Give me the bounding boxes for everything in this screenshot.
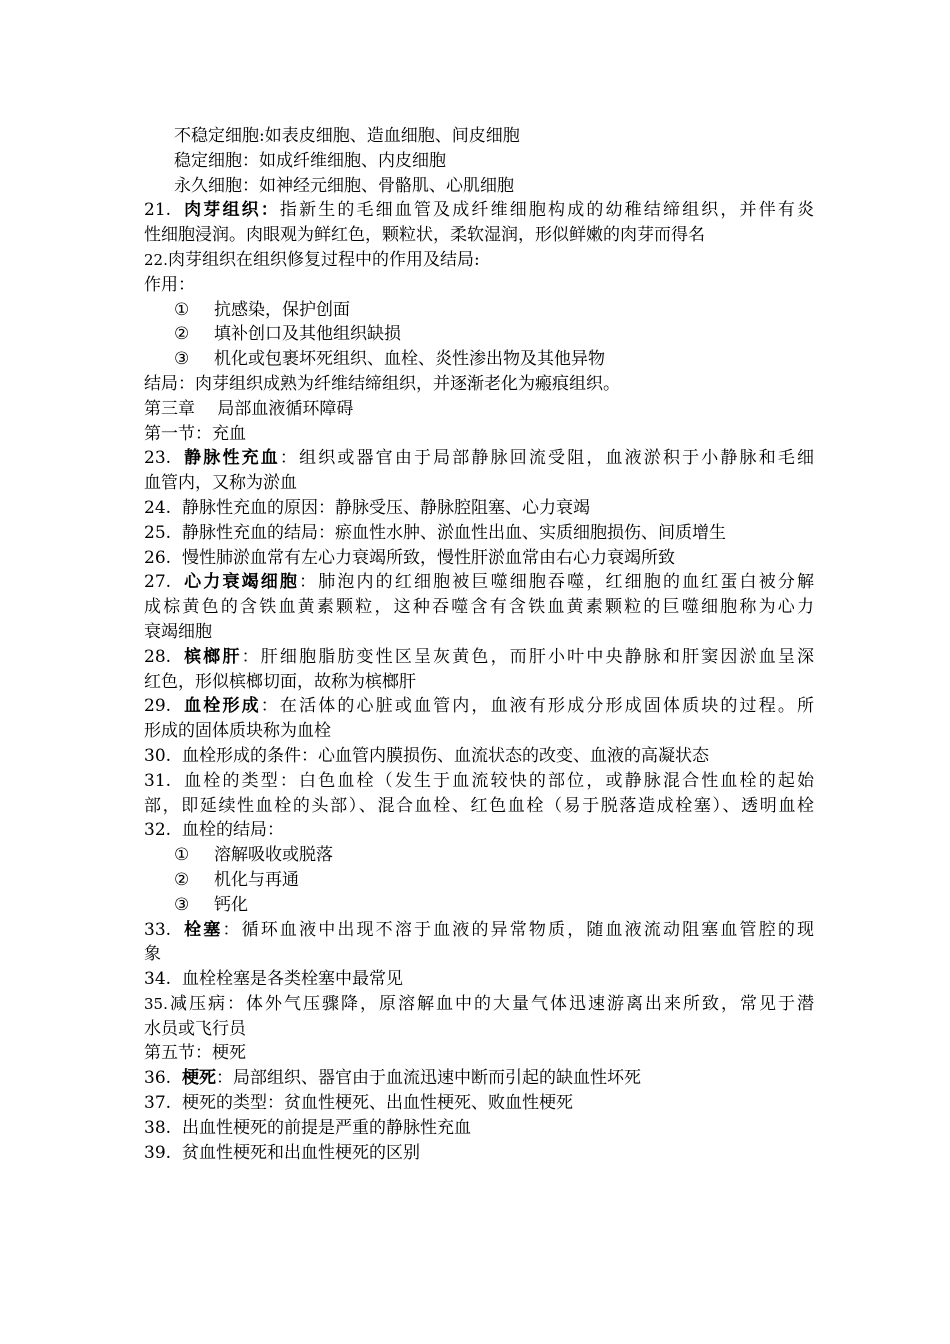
term: 槟榔肝 (182, 646, 242, 667)
item-text: 血栓的结局： (182, 820, 284, 841)
list-item-33 (144, 918, 814, 943)
list-item-29 (144, 694, 814, 719)
circled-number: ③ (174, 349, 190, 370)
item-text: 溶解吸收或脱落 (214, 845, 333, 866)
text-line: 不稳定细胞:如表皮细胞、造血细胞、间皮细胞 (174, 126, 520, 146)
item-number: 39. (144, 1142, 172, 1163)
text-line: 成棕黄色的含铁血黄素颗粒，这种吞噬含有含铁血黄素颗粒的巨噬细胞称为心力 (144, 597, 814, 618)
item-number: 31. (144, 770, 172, 791)
term: 梗死 (182, 1068, 216, 1089)
chapter-heading: 第三章 局部血液循环障碍 (144, 398, 354, 419)
list-item-32 (144, 818, 814, 843)
circled-number: ① (174, 299, 190, 320)
text-line: 血管内，又称为淤血 (144, 473, 297, 494)
list-item-22 (144, 248, 814, 273)
list-item-28 (144, 645, 814, 670)
item-number: 23. (144, 448, 172, 469)
list-item-34 (144, 967, 814, 992)
term: 静脉性充血 (182, 448, 280, 469)
item-number: 25. (144, 522, 172, 543)
sub-item (144, 347, 814, 372)
item-number: 35. (144, 994, 168, 1013)
item-number: 29. (144, 696, 172, 717)
item-number: 33. (144, 919, 172, 940)
list-item-27 (144, 570, 814, 595)
item-text: 减压病：体外气压骤降，原溶解血中的大量气体迅速游离出来所致，常见于潜 (168, 993, 814, 1014)
item-number: 37. (144, 1093, 172, 1114)
list-item-26 (144, 546, 814, 571)
term: 肉芽组织： (182, 200, 280, 221)
list-item-38 (144, 1116, 814, 1141)
item-number: 22. (144, 250, 168, 269)
item-text: 抗感染，保护创面 (214, 299, 350, 320)
definition: 指新生的毛细血管及成纤维细胞构成的幼稚结缔组织，并伴有炎 (279, 200, 814, 221)
item-number: 27. (144, 572, 172, 593)
definition: ：肝细胞脂肪变性区呈灰黄色，而肝小叶中央静脉和肝窦因淤血呈深 (241, 646, 814, 667)
text-line: 部，即延续性血栓的头部）、混合血栓、红色血栓（易于脱落造成栓塞）、透明血栓 (144, 795, 814, 816)
sub-item (144, 298, 814, 323)
circled-number: ① (174, 845, 190, 866)
definition: ：循环血液中出现不溶于血液的异常物质，随血液流动阻塞血管腔的现 (222, 919, 814, 940)
text-line: 稳定细胞：如成纤维细胞、内皮细胞 (174, 150, 446, 171)
definition: ：组织或器官由于局部静脉回流受阻，血液淤积于小静脉和毛细 (279, 448, 814, 469)
item-number: 34. (144, 969, 172, 990)
sub-item (144, 322, 814, 347)
list-item-21 (144, 198, 814, 223)
item-number: 21. (144, 200, 172, 221)
list-item-30 (144, 744, 814, 769)
text-line: 水员或飞行员 (144, 1018, 246, 1039)
sub-item (144, 868, 814, 893)
list-item-31 (144, 769, 814, 794)
term: 栓塞 (182, 919, 223, 940)
list-item-25 (144, 521, 814, 546)
item-number: 24. (144, 497, 172, 518)
item-text: 梗死的类型：贫血性梗死、出血性梗死、败血性梗死 (182, 1093, 573, 1114)
section-heading: 第一节：充血 (144, 423, 246, 444)
definition: ：肺泡内的红细胞被巨噬细胞吞噬，红细胞的血红蛋白被分解 (299, 572, 814, 593)
text-line: 永久细胞：如神经元细胞、骨骼肌、心肌细胞 (174, 175, 514, 196)
text-line: 作用： (144, 274, 195, 295)
text-line: 形成的固体质块称为血栓 (144, 721, 331, 742)
item-number: 30. (144, 745, 172, 766)
circled-number: ② (174, 869, 190, 890)
list-item-23 (144, 446, 814, 471)
list-item-39 (144, 1141, 814, 1166)
definition: ：局部组织、器官由于血流迅速中断而引起的缺血性坏死 (216, 1068, 641, 1089)
circled-number: ② (174, 324, 190, 345)
text-line: 象 (144, 944, 161, 965)
circled-number: ③ (174, 894, 190, 915)
item-text: 贫血性梗死和出血性梗死的区别 (182, 1142, 420, 1163)
item-text: 血栓的类型：白色血栓（发生于血流较快的部位，或静脉混合性血栓的起始 (182, 770, 814, 791)
term: 血栓形成 (182, 696, 261, 717)
item-number: 26. (144, 547, 172, 568)
sub-item (144, 843, 814, 868)
section-heading: 第五节：梗死 (144, 1043, 246, 1064)
item-text: 钙化 (214, 894, 248, 915)
item-text: 静脉性充血的结局：瘀血性水肿、淤血性出血、实质细胞损伤、间质增生 (182, 522, 726, 543)
definition: ：在活体的心脏或血管内，血液有形成分形成固体质块的过程。所 (260, 696, 814, 717)
item-number: 36. (144, 1068, 172, 1089)
item-number: 28. (144, 646, 172, 667)
item-text: 出血性梗死的前提是严重的静脉性充血 (182, 1117, 471, 1138)
list-item-24 (144, 496, 814, 521)
item-text: 血栓形成的条件：心血管内膜损伤、血流状态的改变、血液的高凝状态 (182, 745, 709, 766)
item-number: 38. (144, 1117, 172, 1138)
item-text: 血栓栓塞是各类栓塞中最常见 (182, 969, 403, 990)
item-text: 机化或包裹坏死组织、血栓、炎性渗出物及其他异物 (214, 349, 605, 370)
sub-item (144, 893, 814, 918)
list-item-35 (144, 992, 814, 1017)
item-text: 填补创口及其他组织缺损 (214, 324, 401, 345)
item-number: 32. (144, 820, 172, 841)
document-page (144, 124, 814, 1165)
item-text: 机化与再通 (214, 869, 299, 890)
item-text: 静脉性充血的原因：静脉受压、静脉腔阻塞、心力衰竭 (182, 497, 590, 518)
list-item-36 (144, 1066, 814, 1091)
text-line: 衰竭细胞 (144, 621, 212, 642)
term: 心力衰竭细胞 (182, 572, 300, 593)
text-line: 结局：肉芽组织成熟为纤维结缔组织，并逐渐老化为瘢痕组织。 (144, 373, 620, 394)
list-item-37 (144, 1091, 814, 1116)
text-line: 红色，形似槟榔切面，故称为槟榔肝 (144, 671, 416, 692)
text-line: 性细胞浸润。肉眼观为鲜红色，颗粒状，柔软湿润，形似鲜嫩的肉芽而得名 (144, 225, 705, 246)
item-text: 慢性肺淤血常有左心力衰竭所致，慢性肝淤血常由右心力衰竭所致 (182, 547, 675, 568)
item-text: 肉芽组织在组织修复过程中的作用及结局: (168, 249, 480, 270)
